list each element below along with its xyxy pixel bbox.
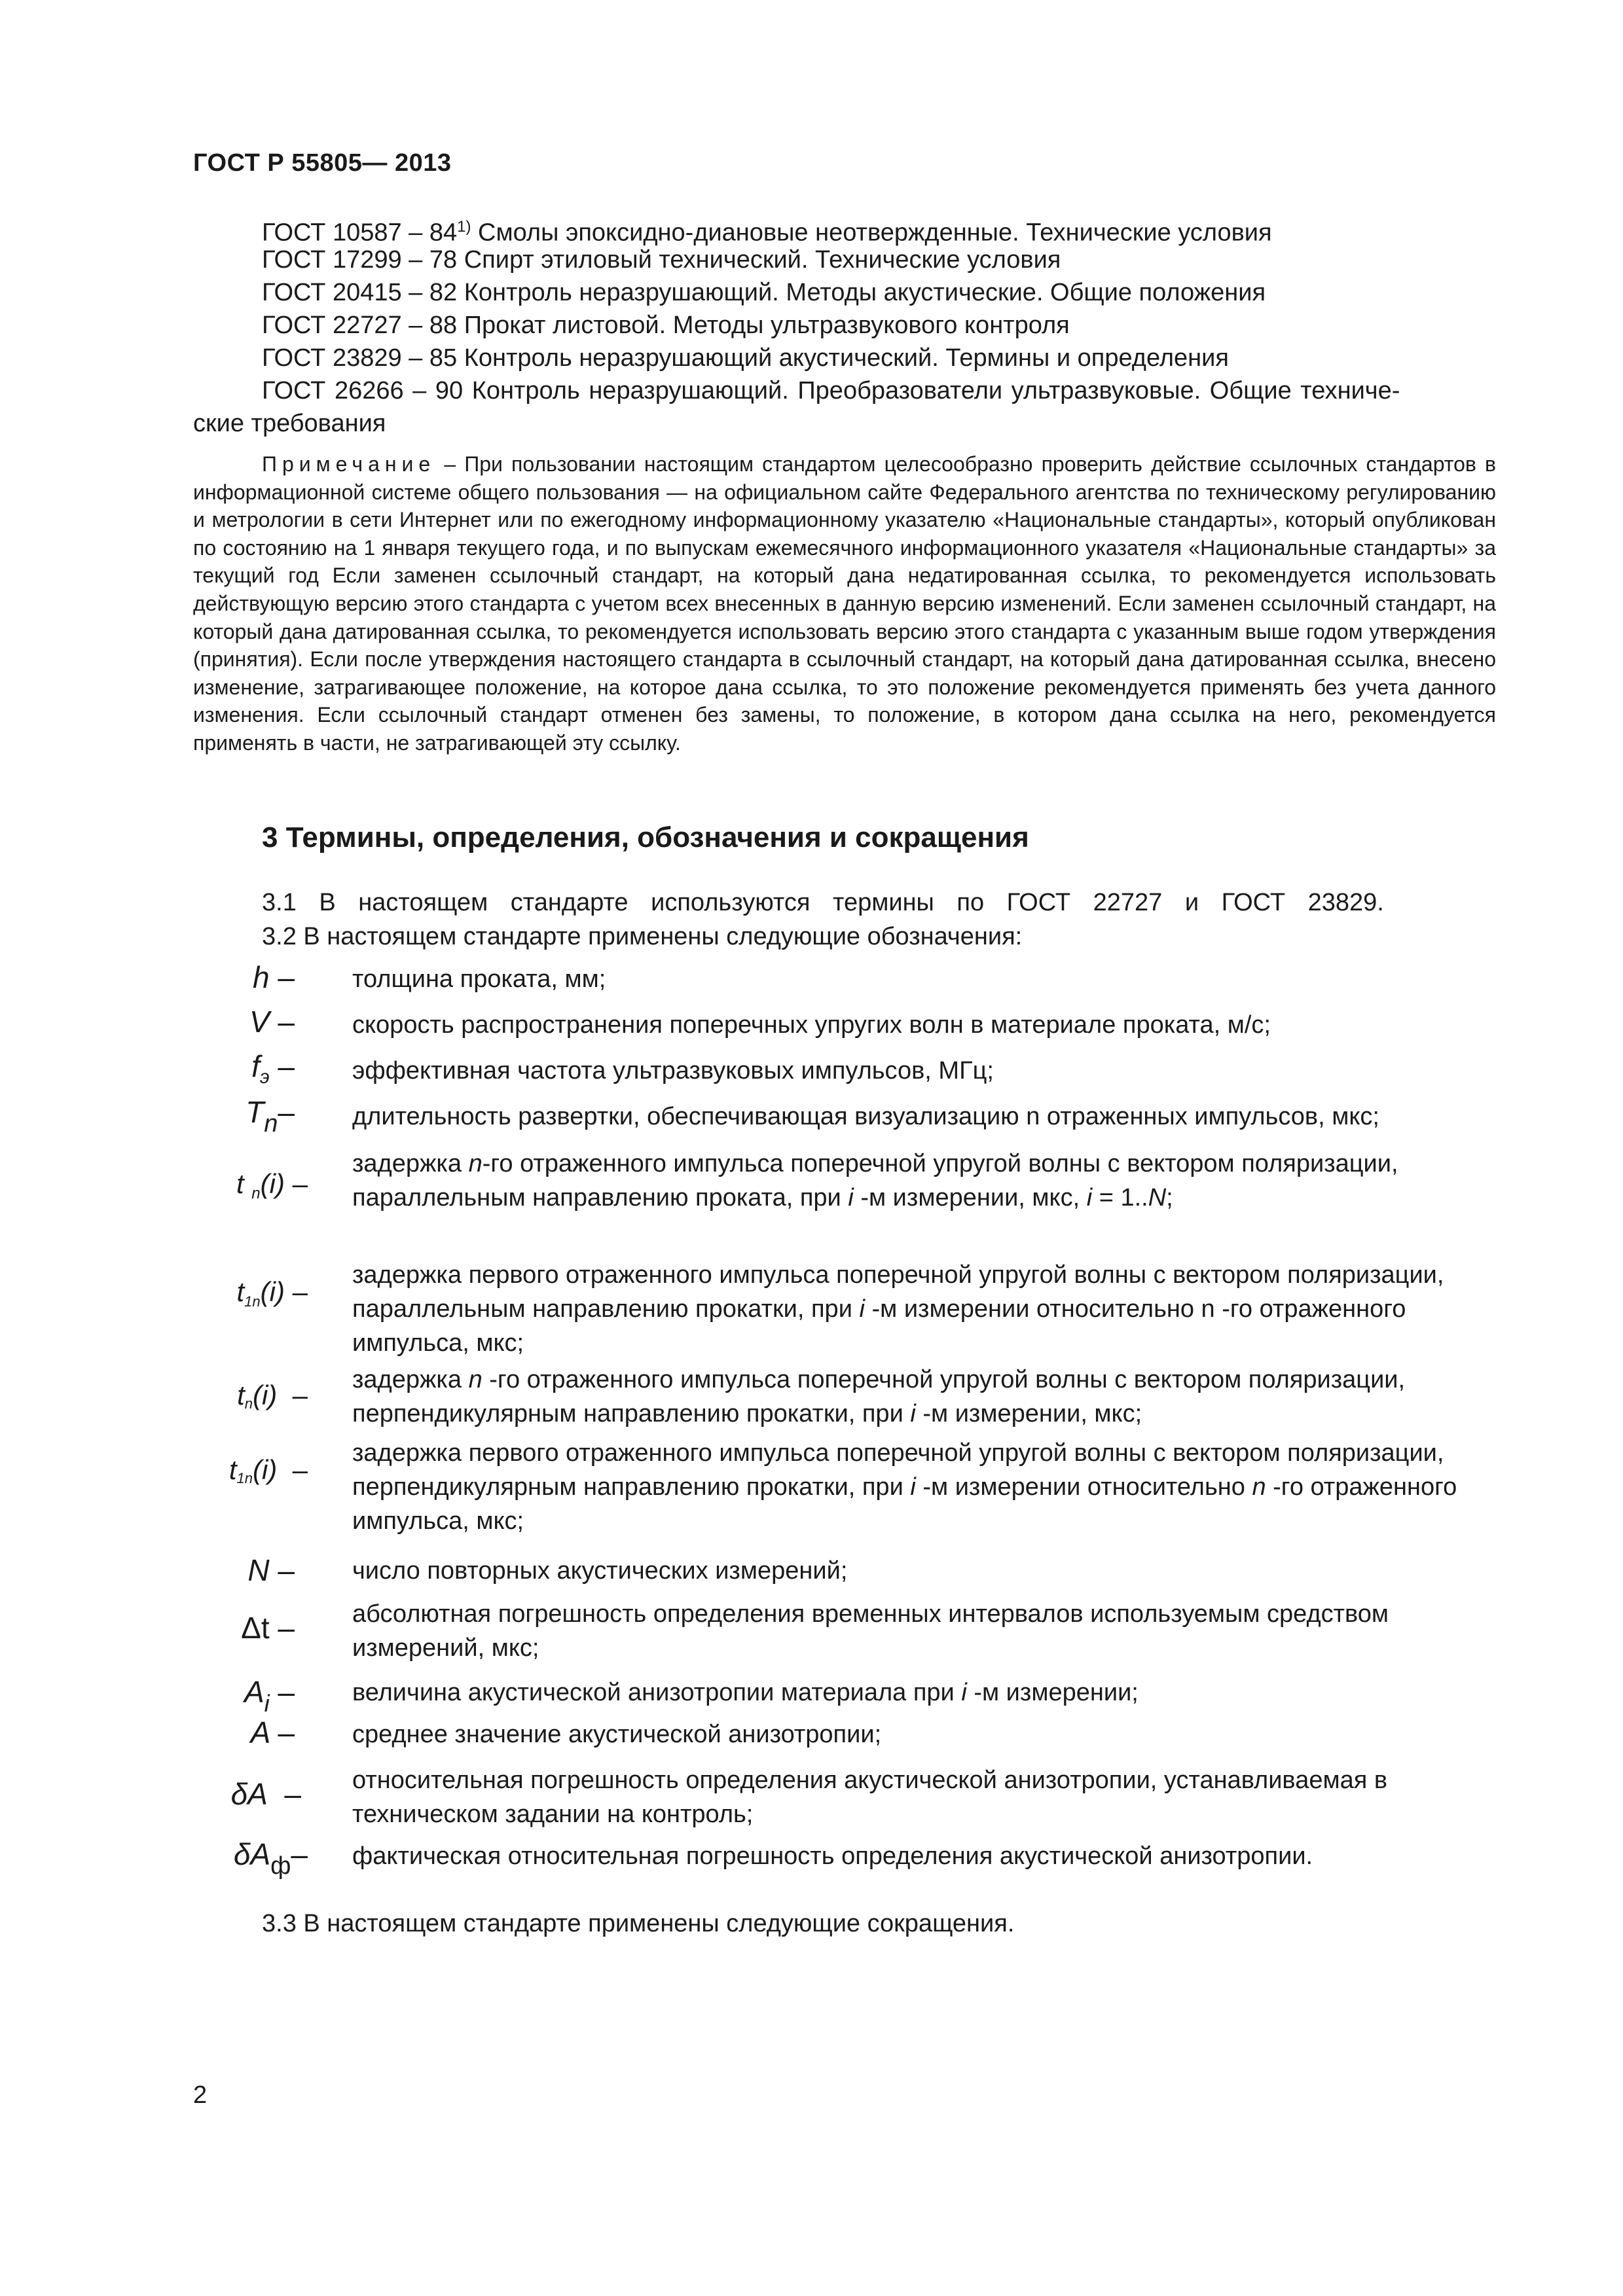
- symbol-t-perpendicular-1n: t1n(i) –: [228, 1454, 308, 1486]
- reference-item: [262, 309, 1070, 342]
- symbol-v: V –: [249, 1005, 295, 1039]
- note-paragraph: [193, 450, 1496, 757]
- symbol-N: N –: [247, 1553, 295, 1587]
- symbol-t-parallel-1n: t1n(i) –: [236, 1276, 308, 1310]
- definition-t-perpendicular-n: задержка n -го отраженного импульса поперечной упругой волны с вектором поляризации, перпендикулярным направлению прокатки, при i -м измерении, мкс;: [352, 1366, 1406, 1427]
- reference-code: ГОСТ 23829 – 85: [262, 344, 458, 372]
- reference-code: ГОСТ 10587 – 84: [262, 219, 458, 247]
- definition-h: толщина проката, мм;: [352, 965, 606, 993]
- symbol-A: A –: [250, 1715, 295, 1749]
- definition-t-parallel-1n: задержка первого отраженного импульса поперечной упругой волны с вектором поляризации, параллельным направлению прокатки, при i -м измерении относительно n -го отраженного импульса, мкс;: [352, 1261, 1444, 1357]
- definition-fe: эффективная частота ультразвуковых импульсов, МГц;: [352, 1057, 994, 1085]
- reference-title: Спирт этиловый технический. Технические условия: [457, 246, 1061, 274]
- reference-code: ГОСТ 17299 – 78: [262, 246, 458, 274]
- note-text: – При пользовании настоящим стандартом целесообразно проверить действие ссылочных стандартов в информационной системе общего пользования — на официальном сайте Федерального агентства по техническому регулированию и метрологии в сети Интернет или по ежегодному информационному указателю «Национальные стандарты», который опубликован по состоянию на 1 января текущего года, и по выпускам ежемесячного информационного указателя «Национальные стандарты» за текущий год Если заменен ссылочный стандарт, на который дана недатированная ссылка, то рекомендуется использовать действующую версию этого стандарта с учетом всех внесенных в данную версию изменений. Если заменен ссылочный стандарт, на который дана датированная ссылка, то рекомендуется использовать версию этого стандарта с указанным выше годом утверждения (принятия). Если после утверждения настоящего стандарта в ссылочный стандарт, на который дана датированная ссылка, внесено изменение, затрагивающее положение, на которое дана ссылка, то это положение рекомендуется применять без учета данного изменения. Если ссылочный стандарт отменен без замены, то положение, в котором дана ссылка на него, рекомендуется применять в части, не затрагивающей эту ссылку.: [193, 452, 1496, 755]
- reference-title: Контроль неразрушающий. Преобразователи ультразвуковые. Общие техниче-: [463, 377, 1400, 404]
- reference-code: ГОСТ 26266 – 90: [262, 377, 464, 404]
- document-header: ГОСТ Р 55805— 2013: [193, 149, 452, 177]
- reference-title: Контроль неразрушающий. Методы акустические. Общие положения: [457, 279, 1266, 306]
- paragraph-3-2: 3.2 В настоящем стандарте применены следующие обозначения:: [262, 923, 1023, 950]
- paragraph-3-3: 3.3 В настоящем стандарте применены следующие сокращения.: [262, 1910, 1015, 1937]
- reference-item: [262, 276, 1266, 309]
- definition-delta-A: относительная погрешность определения акустической анизотропии, устанавливаемая в техническом задании на контроль;: [352, 1767, 1388, 1828]
- symbol-h: h –: [253, 960, 295, 994]
- definition-delta-t: абсолютная погрешность определения временных интервалов используемым средством измерений, мкс;: [352, 1600, 1389, 1662]
- symbol-t-parallel-n: t n(i) –: [236, 1168, 308, 1202]
- symbol-fe: $f_э$ –: [251, 1049, 295, 1088]
- reference-title: Смолы эпоксидно-диановые неотвержденные. Технические условия: [471, 219, 1272, 247]
- symbol-delta-A-actual: $\delta A_ф-$: [233, 1837, 308, 1880]
- section-title: 3 Термины, определения, обозначения и сокращения: [262, 821, 1029, 853]
- reference-item: [262, 342, 1229, 374]
- page-number: 2: [193, 2081, 208, 2109]
- definition-Ai: величина акустической анизотропии материала при i -м измерении;: [352, 1679, 1139, 1706]
- reference-title: Прокат листовой. Методы ультразвукового контроля: [457, 312, 1070, 339]
- definition-A: среднее значение акустической анизотропии;: [352, 1721, 882, 1748]
- definition-N: число повторных акустических измерений;: [352, 1557, 848, 1585]
- symbol-delta-A: δA –: [230, 1777, 301, 1811]
- symbol-tn: $T_n-$: [246, 1095, 295, 1138]
- definition-delta-A-actual: фактическая относительная погрешность определения акустической анизотропии.: [352, 1842, 1313, 1870]
- reference-item: [262, 243, 1061, 276]
- footnote-marker: 1): [457, 218, 471, 236]
- note-label: Примечание: [262, 452, 436, 476]
- symbol-Ai: $A_i$ –: [244, 1675, 295, 1717]
- definition-t-perpendicular-1n: задержка первого отраженного импульса поперечной упругой волны с вектором поляризации, перпендикулярным направлению прокатки, при i -м измерении относительно n -го отраженного импульса, мкс;: [352, 1439, 1457, 1535]
- symbol-delta-t: Δt –: [241, 1611, 295, 1645]
- symbol-t-perpendicular-n: tn(i) –: [237, 1380, 308, 1412]
- reference-code: ГОСТ 22727 – 88: [262, 312, 458, 339]
- reference-item: [262, 374, 1400, 407]
- paragraph-3-1: 3.1 В настоящем стандарте используются термины по ГОСТ 22727 и ГОСТ 23829.: [262, 889, 1384, 916]
- definition-v: скорость распространения поперечных упругих волн в материале проката, м/с;: [352, 1011, 1271, 1039]
- definition-t-parallel-n: задержка n-го отраженного импульса поперечной упругой волны с вектором поляризации, параллельным направлению проката, при i -м измерении, мкс, i = 1..N;: [352, 1150, 1398, 1211]
- reference-code: ГОСТ 20415 – 82: [262, 279, 458, 306]
- reference-continuation: ские требования: [193, 410, 386, 437]
- definition-tn: длительность развертки, обеспечивающая визуализацию n отраженных импульсов, мкс;: [352, 1103, 1379, 1130]
- reference-title: Контроль неразрушающий акустический. Термины и определения: [457, 344, 1229, 372]
